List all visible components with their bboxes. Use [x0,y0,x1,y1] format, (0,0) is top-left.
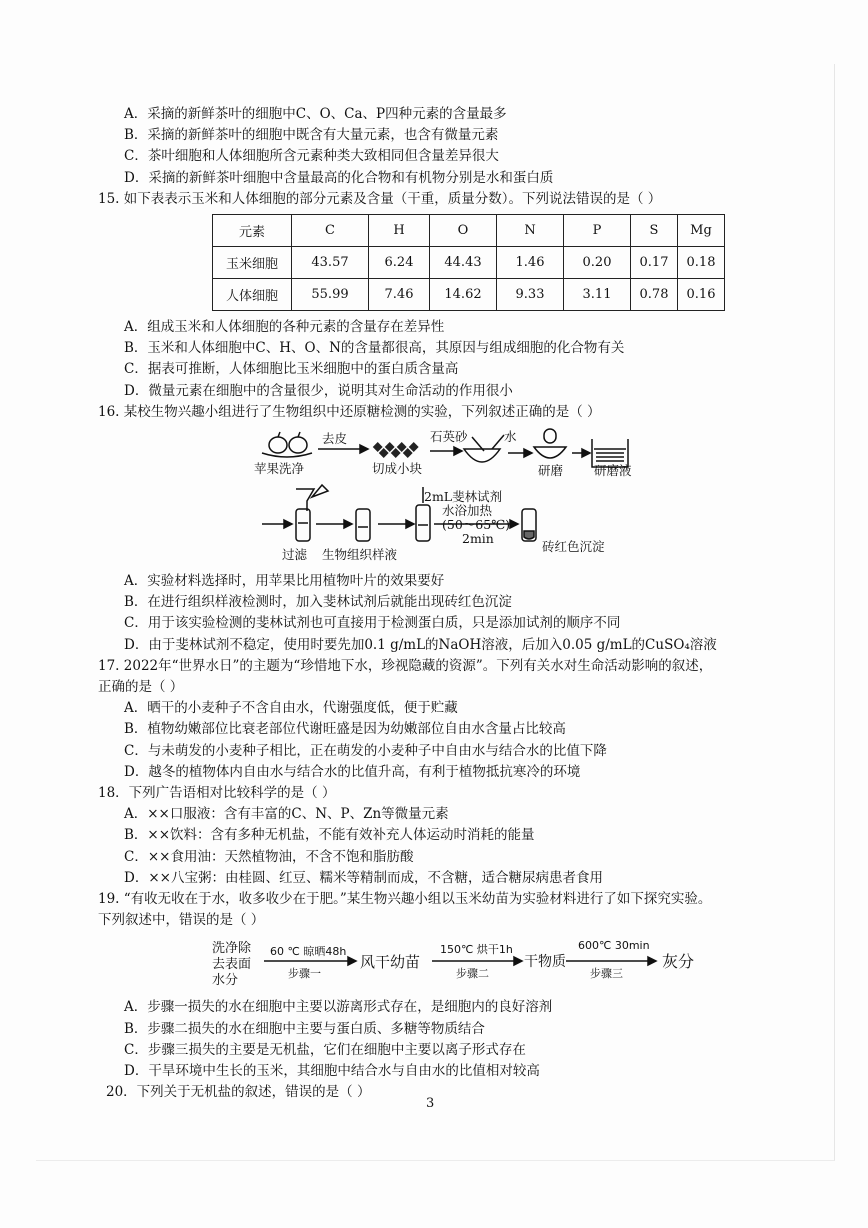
table-cell: 0.20 [564,247,631,279]
table-cell: 6.24 [369,247,430,279]
label-bath: 水浴加热 [442,503,493,519]
label-peel: 去皮 [322,431,348,447]
q17-option-c: C．与未萌发的小麦种子相比，正在萌发的小麦种子中自由水与结合水的比值下降 [124,742,607,759]
apple-pieces-icon [373,442,419,458]
table-cell: 元素 [213,215,292,247]
label-condition-2: 150℃ 烘干1h [440,943,513,957]
q16-option-c: C．用于该实验检测的斐林试剂也可直接用于检测蛋白质，只是添加试剂的顺序不同 [124,615,621,632]
label-start-2: 去表面 [212,957,252,973]
table-cell: 1.46 [497,247,564,279]
q17-option-d: D．越冬的植物体内自由水与结合水的比值升高，有利于植物抵抗寒冷的环境 [124,763,581,780]
table-cell: H [369,215,430,247]
table-cell: 44.43 [430,247,497,279]
label-apple-wash: 苹果洗净 [254,461,305,477]
table-row [213,279,725,311]
grinding-icon [534,429,566,458]
q14-option-a: A．采摘的新鲜茶叶的细胞中C、O、Ca、P四种元素的含量最多 [124,106,507,122]
table-cell: 43.57 [292,247,369,279]
label-precipitate: 砖红色沉淀 [542,539,605,555]
table-cell: N [497,215,564,247]
q16-option-a: A．实验材料选择时，用苹果比用植物叶片的效果要好 [124,573,445,590]
q18-option-c: C．××食用油：天然植物油，不含不饱和脂肪酸 [124,848,414,865]
element-content-table [212,214,832,311]
q14-option-c: C．茶叶细胞和人体细胞所含元素种类大致相同但含量差异很大 [124,148,499,165]
label-grind: 研磨 [538,463,564,479]
table-cell: 玉米细胞 [213,247,292,279]
label-mid-2: 干物质 [524,954,566,971]
q19-option-d: D．干旱环境中生长的玉米，其细胞中结合水与自由水的比值相对较高 [124,1063,540,1080]
label-condition-3: 600℃ 30min [578,939,650,953]
q16-option-b: B．在进行组织样液检测时，加入斐林试剂后就能出现砖红色沉淀 [124,594,512,611]
page-number: 3 [426,1096,435,1111]
q16-stem: 16. 某校生物兴趣小组进行了生物组织中还原糖检测的实验，下列叙述正确的是（ ） [98,403,601,420]
q17-stem: 17. 2022年“世界水日”的主题为“珍惜地下水，珍视隐藏的资源”。下列有关水对生命活动影响的叙述， [98,657,713,674]
label-mid-1: 风干幼苗 [360,953,421,972]
table-cell: 0.17 [631,247,678,279]
table-cell: P [564,215,631,247]
label-sand: 石英砂 [430,429,468,445]
q15-option-b: B．玉米和人体细胞中C、H、O、N的含量都很高，其原因与组成细胞的化合物有关 [124,340,625,357]
label-reagent: 2mL斐林试剂 [424,489,503,505]
table-cell: Mg [678,215,725,247]
q17-stem-cont: 正确的是（ ） [98,679,184,696]
q15-option-a: A．组成玉米和人体细胞的各种元素的含量存在差异性 [124,319,445,336]
q16-option-d: D．由于斐林试剂不稳定，使用时要先加0.1 g/mL的NaOH溶液，后加入0.05 g/mL的CuSO₄溶液 [124,636,717,653]
arrow-to-mortar [430,447,462,455]
table-cell: 人体细胞 [213,279,292,311]
label-step-2: 步骤二 [456,967,489,981]
table-cell: 7.46 [369,279,430,311]
table-cell: 55.99 [292,279,369,311]
table-row [213,247,725,279]
drying-process-figure [112,935,832,991]
q14-option-d: D．采摘的新鲜茶叶细胞中含量最高的化合物和有机物分别是水和蛋白质 [124,169,554,186]
sample-tube-icon [356,509,370,541]
label-sample: 生物组织样液 [322,547,398,563]
q19-option-c: C．步骤三损失的主要是无机盐，它们在细胞中主要以离子形式存在 [124,1041,526,1058]
q17-option-a: A．晒干的小麦种子不含自由水，代谢强度低，便于贮藏 [124,700,458,717]
label-condition-1: 60 ℃ 晾晒48h [270,945,347,959]
arrow-to-reagent [378,520,414,528]
label-filter: 过滤 [282,547,308,563]
reducing-sugar-experiment-figure [112,427,832,567]
mortar-icon [464,435,504,462]
table-cell: 3.11 [564,279,631,311]
arrow-to-beaker [572,449,590,457]
table-cell: O [430,215,497,247]
table-cell: 0.16 [678,279,725,311]
q19-stem: 19. “有收无收在于水，收多收少在于肥。”某生物兴趣小组以玉米幼苗为实验材料进行了如下探究实验。 [98,891,712,908]
arrow-to-filter [262,520,292,528]
q15-stem: 15. 如下表表示玉米和人体细胞的部分元素及含量（干重，质量分数）。下列说法错误的是（ ） [98,190,662,207]
arrow-to-sample [316,520,352,528]
q15-option-d: D．微量元素在细胞中的含量很少，说明其对生命活动的作用很小 [124,382,513,399]
table-cell: C [292,215,369,247]
label-cut: 切成小块 [372,461,423,477]
label-end: 灰分 [662,952,695,972]
arrow-to-grinding [508,449,532,457]
q18-option-b: B．××饮料：含有多种无机盐，不能有效补充人体运动时消耗的能量 [124,827,535,844]
q20-stem: 20．下列关于无机盐的叙述，错误的是（ ） [106,1084,371,1101]
label-start-1: 洗净除 [212,941,252,957]
q19-option-a: A．步骤一损失的水在细胞中主要以游离形式存在，是细胞内的良好溶剂 [124,999,553,1016]
q17-option-b: B．植物幼嫩部位比衰老部位代谢旺盛是因为幼嫩部位自由水含量占比较高 [124,721,566,738]
label-temp: (50～65℃) [442,517,511,533]
q14-option-b: B．采摘的新鲜茶叶的细胞中既含有大量元素，也含有微量元素 [124,127,499,144]
q19-stem-cont: 下列叙述中，错误的是（ ） [98,912,265,929]
table-cell: 9.33 [497,279,564,311]
label-start-3: 水分 [212,973,239,989]
label-step-1: 步骤一 [288,967,321,981]
q15-option-c: C．据表可推断，人体细胞比玉米细胞中的蛋白质含量高 [124,361,459,378]
table-cell: 0.18 [678,247,725,279]
table-cell: 0.78 [631,279,678,311]
label-step-3: 步骤三 [590,967,623,981]
precipitate-tube-icon [522,509,536,541]
table-cell: 14.62 [430,279,497,311]
q18-option-a: A．××口服液：含有丰富的C、N、P、Zn等微量元素 [124,806,449,823]
label-time: 2min [462,531,494,547]
table-cell: S [631,215,678,247]
q18-stem: 18．下列广告语相对比较科学的是（ ） [98,785,336,802]
q18-option-d: D．××八宝粥：由桂圆、红豆、糯米等精制而成，不含糖，适合糖尿病患者食用 [124,869,603,886]
label-water: 水 [504,429,517,445]
table-header-row [213,215,725,247]
apple-icon [262,432,312,457]
label-grind-liquid: 研磨液 [594,463,632,479]
funnel-tube-icon [296,485,328,541]
page-content [98,104,832,1104]
q19-option-b: B．步骤二损失的水在细胞中主要与蛋白质、多糖等物质结合 [124,1020,485,1037]
